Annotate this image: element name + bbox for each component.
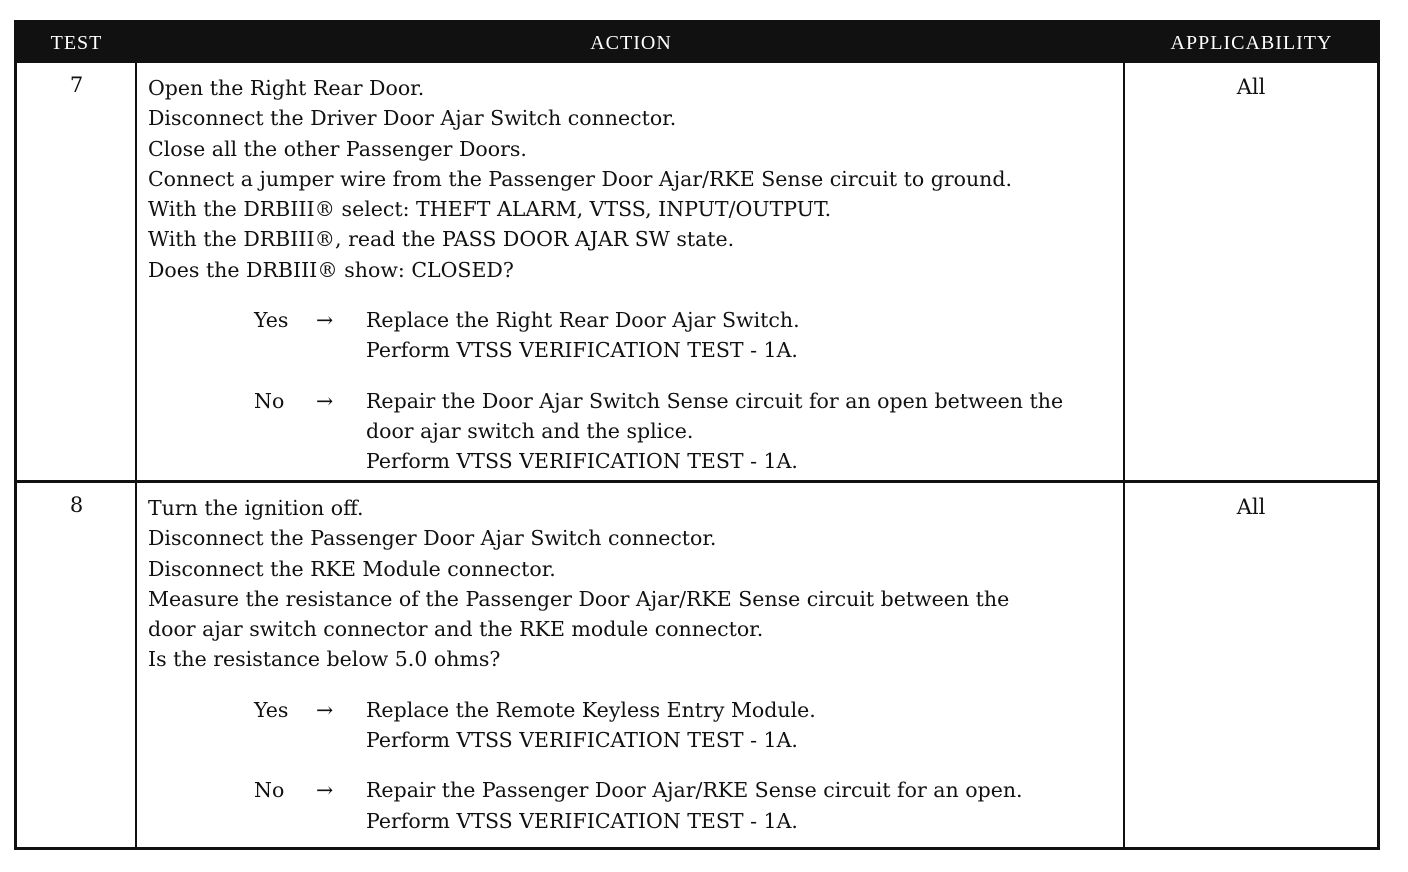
action-step: Close all the other Passenger Doors. <box>148 136 527 161</box>
action-cell <box>148 493 1123 836</box>
result-line: Perform VTSS VERIFICATION TEST - 1A. <box>366 728 798 753</box>
action-step: Turn the ignition off. <box>148 496 364 520</box>
action-step: Is the resistance below 5.0 ohms? <box>148 647 501 672</box>
test-number: 8 <box>69 493 84 517</box>
applicability-value: All <box>1236 495 1266 519</box>
table-row <box>17 483 1377 847</box>
result-line: Perform VTSS VERIFICATION TEST - 1A. <box>366 338 798 363</box>
no-label: No <box>254 388 285 413</box>
action-step: Connect a jumper wire from the Passenger Door Ajar/RKE Sense circuit to ground. <box>148 166 1013 191</box>
table-header <box>17 23 1377 63</box>
action-step: Measure the resistance of the Passenger Door Ajar/RKE Sense circuit between the <box>148 586 1010 611</box>
arrow-icon: → <box>316 778 334 803</box>
action-step: Disconnect the Passenger Door Ajar Switch connector. <box>148 526 717 551</box>
action-step: Disconnect the Driver Door Ajar Switch connector. <box>148 106 677 131</box>
arrow-icon: → <box>316 388 334 413</box>
action-step: With the DRBIII®, read the PASS DOOR AJAR SW state. <box>148 227 735 252</box>
action-step: door ajar switch connector and the RKE module connector. <box>148 617 764 642</box>
result-line: Replace the Right Rear Door Ajar Switch. <box>366 308 800 333</box>
test-number: 7 <box>69 73 84 97</box>
result-line: Perform VTSS VERIFICATION TEST - 1A. <box>366 449 798 474</box>
action-step: Open the Right Rear Door. <box>148 76 425 100</box>
arrow-icon: → <box>316 697 334 722</box>
result-line: Repair the Passenger Door Ajar/RKE Sense circuit for an open. <box>366 778 1023 803</box>
action-step: Disconnect the RKE Module connector. <box>148 556 556 581</box>
arrow-icon: → <box>316 308 334 333</box>
result-line: door ajar switch and the splice. <box>366 418 694 443</box>
action-step: With the DRBIII® select: THEFT ALARM, VTSS, INPUT/OUTPUT. <box>148 197 832 222</box>
table-row <box>17 63 1377 480</box>
header-applicability: APPLICABILITY <box>1170 32 1333 54</box>
no-result <box>148 386 1123 477</box>
yes-result <box>148 695 1123 756</box>
diagnostic-table <box>14 20 1380 850</box>
result-line: Perform VTSS VERIFICATION TEST - 1A. <box>366 808 798 833</box>
yes-label: Yes <box>254 308 289 333</box>
header-action: ACTION <box>590 32 672 54</box>
action-step: Does the DRBIII® show: CLOSED? <box>148 257 514 282</box>
header-test: TEST <box>50 32 103 54</box>
result-line: Repair the Door Ajar Switch Sense circuit for an open between the <box>366 388 1064 413</box>
no-result <box>148 775 1123 836</box>
result-line: Replace the Remote Keyless Entry Module. <box>366 697 816 722</box>
no-label: No <box>254 778 285 803</box>
action-cell <box>148 73 1123 477</box>
applicability-value: All <box>1236 75 1266 99</box>
yes-result <box>148 305 1123 366</box>
yes-label: Yes <box>254 697 289 722</box>
